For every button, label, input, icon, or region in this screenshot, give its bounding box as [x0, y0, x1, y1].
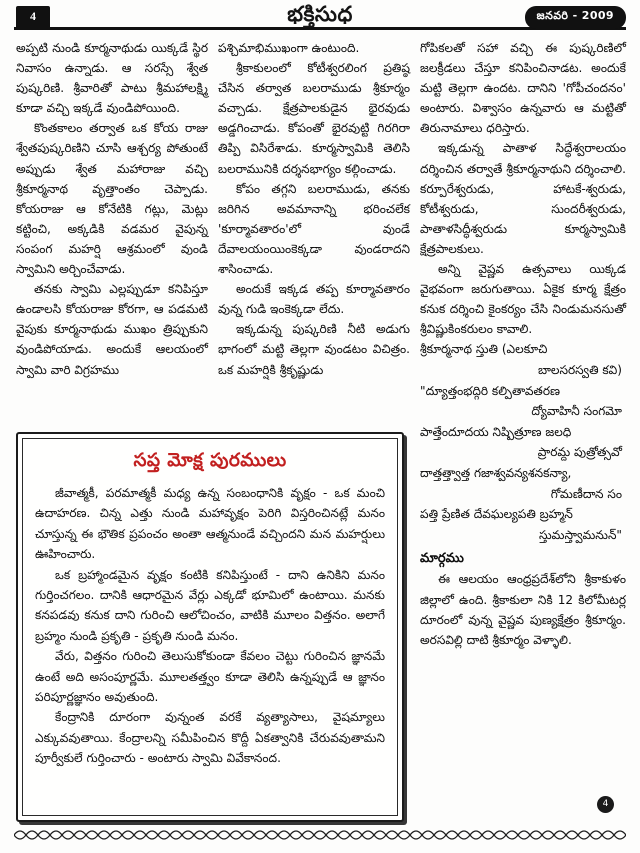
- text-column-2: [218, 38, 410, 380]
- paragraph: ఇక్కడున్న పాతాళ సిద్ధేశ్వరాలయం దర్శించిన తర్వాతే శ్రీకూర్మనాథుని దర్శించాలి. కర్పూరేశ్వరుడు, హాటకే-శ్వరుడు, కోటీశ్వరుడు, సుందరీశ్వరుడు, పాతాళసిద్ధీశ్వరుడు కూర్మస్వామికి క్షేత్రపాలకులు.: [420, 141, 626, 256]
- paragraph: ఒక బ్రహ్మాండమైన వృక్షం కంటికి కనిపిస్తుంటే - దాని ఉనికిని మనం గుర్తించగలం. దానికి ఆధారమైన వేర్లు ఎక్కడో భూమిలో ఉంటాయి. మనకు కనపడవు కనుక దాని గురించి ఆలోచించం, వాటికి మూలం విత్తనం. అలాగే బ్రహ్మం నుండి ప్రకృతి - ప్రకృతి నుండి మనం.: [35, 567, 385, 643]
- end-of-article-mark: 4: [597, 796, 614, 813]
- poem-title: శ్రీకూర్మనాథ స్తుతి (ఎలకూచి: [420, 342, 548, 357]
- poem-line: ప్రారమ్ద పుత్రోత్సవో: [537, 445, 622, 460]
- poem-line: పాత్తేందూదయ నిష్పిత్రూణ జలధి: [420, 424, 572, 439]
- paragraph: అన్ని వైష్ణవ ఉత్సవాలు యిక్కడ వైభవంగా జరుగుతాయి. ఏకైక కూర్మ క్షేత్రం కనుక దర్శించి కైంకర్యం చేసి నిండుమనసుతో శ్రీవిష్ణుకింకరులం కావాలి.: [420, 262, 626, 337]
- paragraph: తనకు స్వామి ఎల్లప్పుడూ కనిపిస్తూ ఉండాలసి కోయరాజు కోరగా, ఆ పడమటి వైపుకు కూర్మనాథుడు ముఖం త్రిప్పుకుని వుండిపోయాడు. అందుకే ఆలయంలో స్వామి వారి విగ్రహము: [16, 282, 208, 377]
- poem-line: "ద్యూత్తంభద్గిరి కల్పితావతరణ: [420, 383, 560, 398]
- paragraph: కోపం తగ్గని బలరాముడు, తనకు జరిగిన అవమానాన్ని భరించలేక 'కూర్మావతారం'లో వుండే దేవాలయంయింకెక్కడా వుండరాదని శాసించాడు.: [218, 181, 410, 277]
- paragraph: పశ్చిమాభిముఖంగా ఉంటుంది.: [218, 41, 360, 55]
- paragraph: ఇక్కడున్న పుష్కరిణి నీటి అడుగు భాగంలో మట్టి తెల్లగా వుండటం విచిత్రం. ఒక మహర్షికి శ్రీకృష్ణుడు: [218, 322, 410, 377]
- paragraph: గోపికలతో సహా వచ్చి ఈ పుష్కరిణిలో జలక్రీడలు చేస్తూ కనిపించినాడట. అందుకే మట్టి తెల్లగా ఉందట. దానిని 'గోపీచందనం' అంటారు. విశ్వాసం ఉన్నవారు ఆ మట్టితో తిరునామాలు ధరిస్తారు.: [420, 41, 626, 136]
- poem-author: బాలసరస్వతి కవి): [537, 363, 622, 377]
- page-title: భక్తిసుధ: [287, 2, 353, 26]
- route-heading: మార్గము: [420, 551, 464, 567]
- feature-article-body: [35, 483, 385, 769]
- feature-article-inner: [22, 438, 398, 816]
- paragraph: జీవాత్మకీ, పరమాత్మకీ మధ్య ఉన్న సంబంధానికి వృక్షం - ఒక మంచి ఉదాహరణ. చిన్న ఎత్తు నుండి మహావృక్షం పెరిగి విస్తరించినట్లే మనం చూస్తున్న ఈ భౌతిక ప్రపంచం అంతా ఆత్మనుండే వచ్చిందని మన మహర్షులు ఊహించారు.: [35, 486, 385, 562]
- paragraph: అప్పటి నుండి కూర్మనాథుడు యిక్కడే స్థిర నివాసం ఉన్నాడు. ఆ సరస్సే శ్వేత పుష్కరిణి. శ్రీవారితో పాటు శ్రీమహాలక్ష్మి కూడా వచ్చి ఇక్కడే వుండిపోయింది.: [16, 41, 208, 116]
- poem-line: దాత్తత్త్వాత్త గజాశ్వవన్యశనకన్యా,: [420, 465, 572, 480]
- feature-article-box: [16, 432, 404, 822]
- poem-line: పత్తి ప్రేణిత దేవఘల్యపతి బ్రహ్మన్: [420, 507, 573, 522]
- poem-line: ద్యోవాహినీ సంగమో: [531, 404, 622, 419]
- paragraph: అందుకే ఇక్కడ తప్ప కూర్మావతారం వున్న గుడి ఇంకెక్కడా లేదు.: [218, 282, 410, 317]
- footer-ornament-divider: [14, 827, 626, 843]
- paragraph: కేంద్రానికి దూరంగా వున్నంత వరకే వ్యత్యాసాలు, వైషమ్యాలు ఎక్కువవుతాయి. కేంద్రాలన్ని సమీపించిన కొద్దీ ఏకత్వానికి చేరువవుతామని పూర్వీకులే గుర్తించారు - అంటారు స్వామి వివేకానంద.: [35, 710, 385, 766]
- text-column-3: [420, 38, 626, 650]
- poem-line: స్తుమస్త్వామనున్": [539, 527, 622, 542]
- page-number-badge: 4: [16, 6, 50, 27]
- paragraph: వేరు, విత్తనం గురించి తెలుసుకోకుండా కేవలం చెట్టు గురించిన జ్ఞానమే ఉంటే అది అసంపూర్ణమే. మూలతత్త్వం కూడా తెలిసి ఉన్నప్పుడే ఆ జ్ఞానం పరిపూర్ణజ్ఞానం అవుతుంది.: [35, 649, 385, 705]
- praise-poem: [420, 339, 626, 545]
- poem-line: గోమణీదాన సం: [550, 486, 622, 501]
- paragraph: కొంతకాలం తర్వాత ఒక కోయ రాజు శ్వేతపుష్కరిణిని చూసి ఆశ్చర్య పోతుంటే అప్పుడు శ్వేత మహారాజు వచ్చి శ్రీకూర్మనాథ వృత్తాంతం చెప్పాడు. కోయరాజు ఆ కోనేటికి గట్లు, మెట్లు కట్టించి, అక్కడికి వడమర వైపున్న సంపంగ మహర్షి ఆశ్రమంలో వుండి స్వామిని అర్చించేవాడు.: [16, 121, 208, 277]
- paragraph: శ్రీకాకులంలో కోటీశ్వరలింగ ప్రతిష్ఠ చేసిన తర్వాత బలరాముడు శ్రీకూర్మం వచ్చాడు. క్షేత్రపాలకుడైన భైరవుడు అడ్డగించాడు. కోపంతో భైరవుట్టి గిరగిరా తిప్పి విసిరేశాడు. కూర్మస్వామికి తెలిసి బలరామునికి దర్శనభాగ్యం కల్గించాడు.: [218, 61, 410, 176]
- feature-article-title: సప్త మోక్ష పురములు: [133, 450, 287, 471]
- issue-date-badge: జనవరి - 2009: [525, 6, 626, 29]
- paragraph: ఈ ఆలయం ఆంధ్రప్రదేశ్‌లోని శ్రీకాకుళం జిల్లాలో ఉంది. శ్రీకాకులా నికి 12 కిలోమీటర్ల దూరంలో వున్న వైష్ణవ పుణ్యక్షేత్రం శ్రీకూర్మం. అరసవిల్లి దాటి శ్రీకూర్మం వెళ్ళాలి.: [420, 572, 626, 647]
- masthead: [0, 0, 640, 34]
- text-column-1: [16, 38, 208, 380]
